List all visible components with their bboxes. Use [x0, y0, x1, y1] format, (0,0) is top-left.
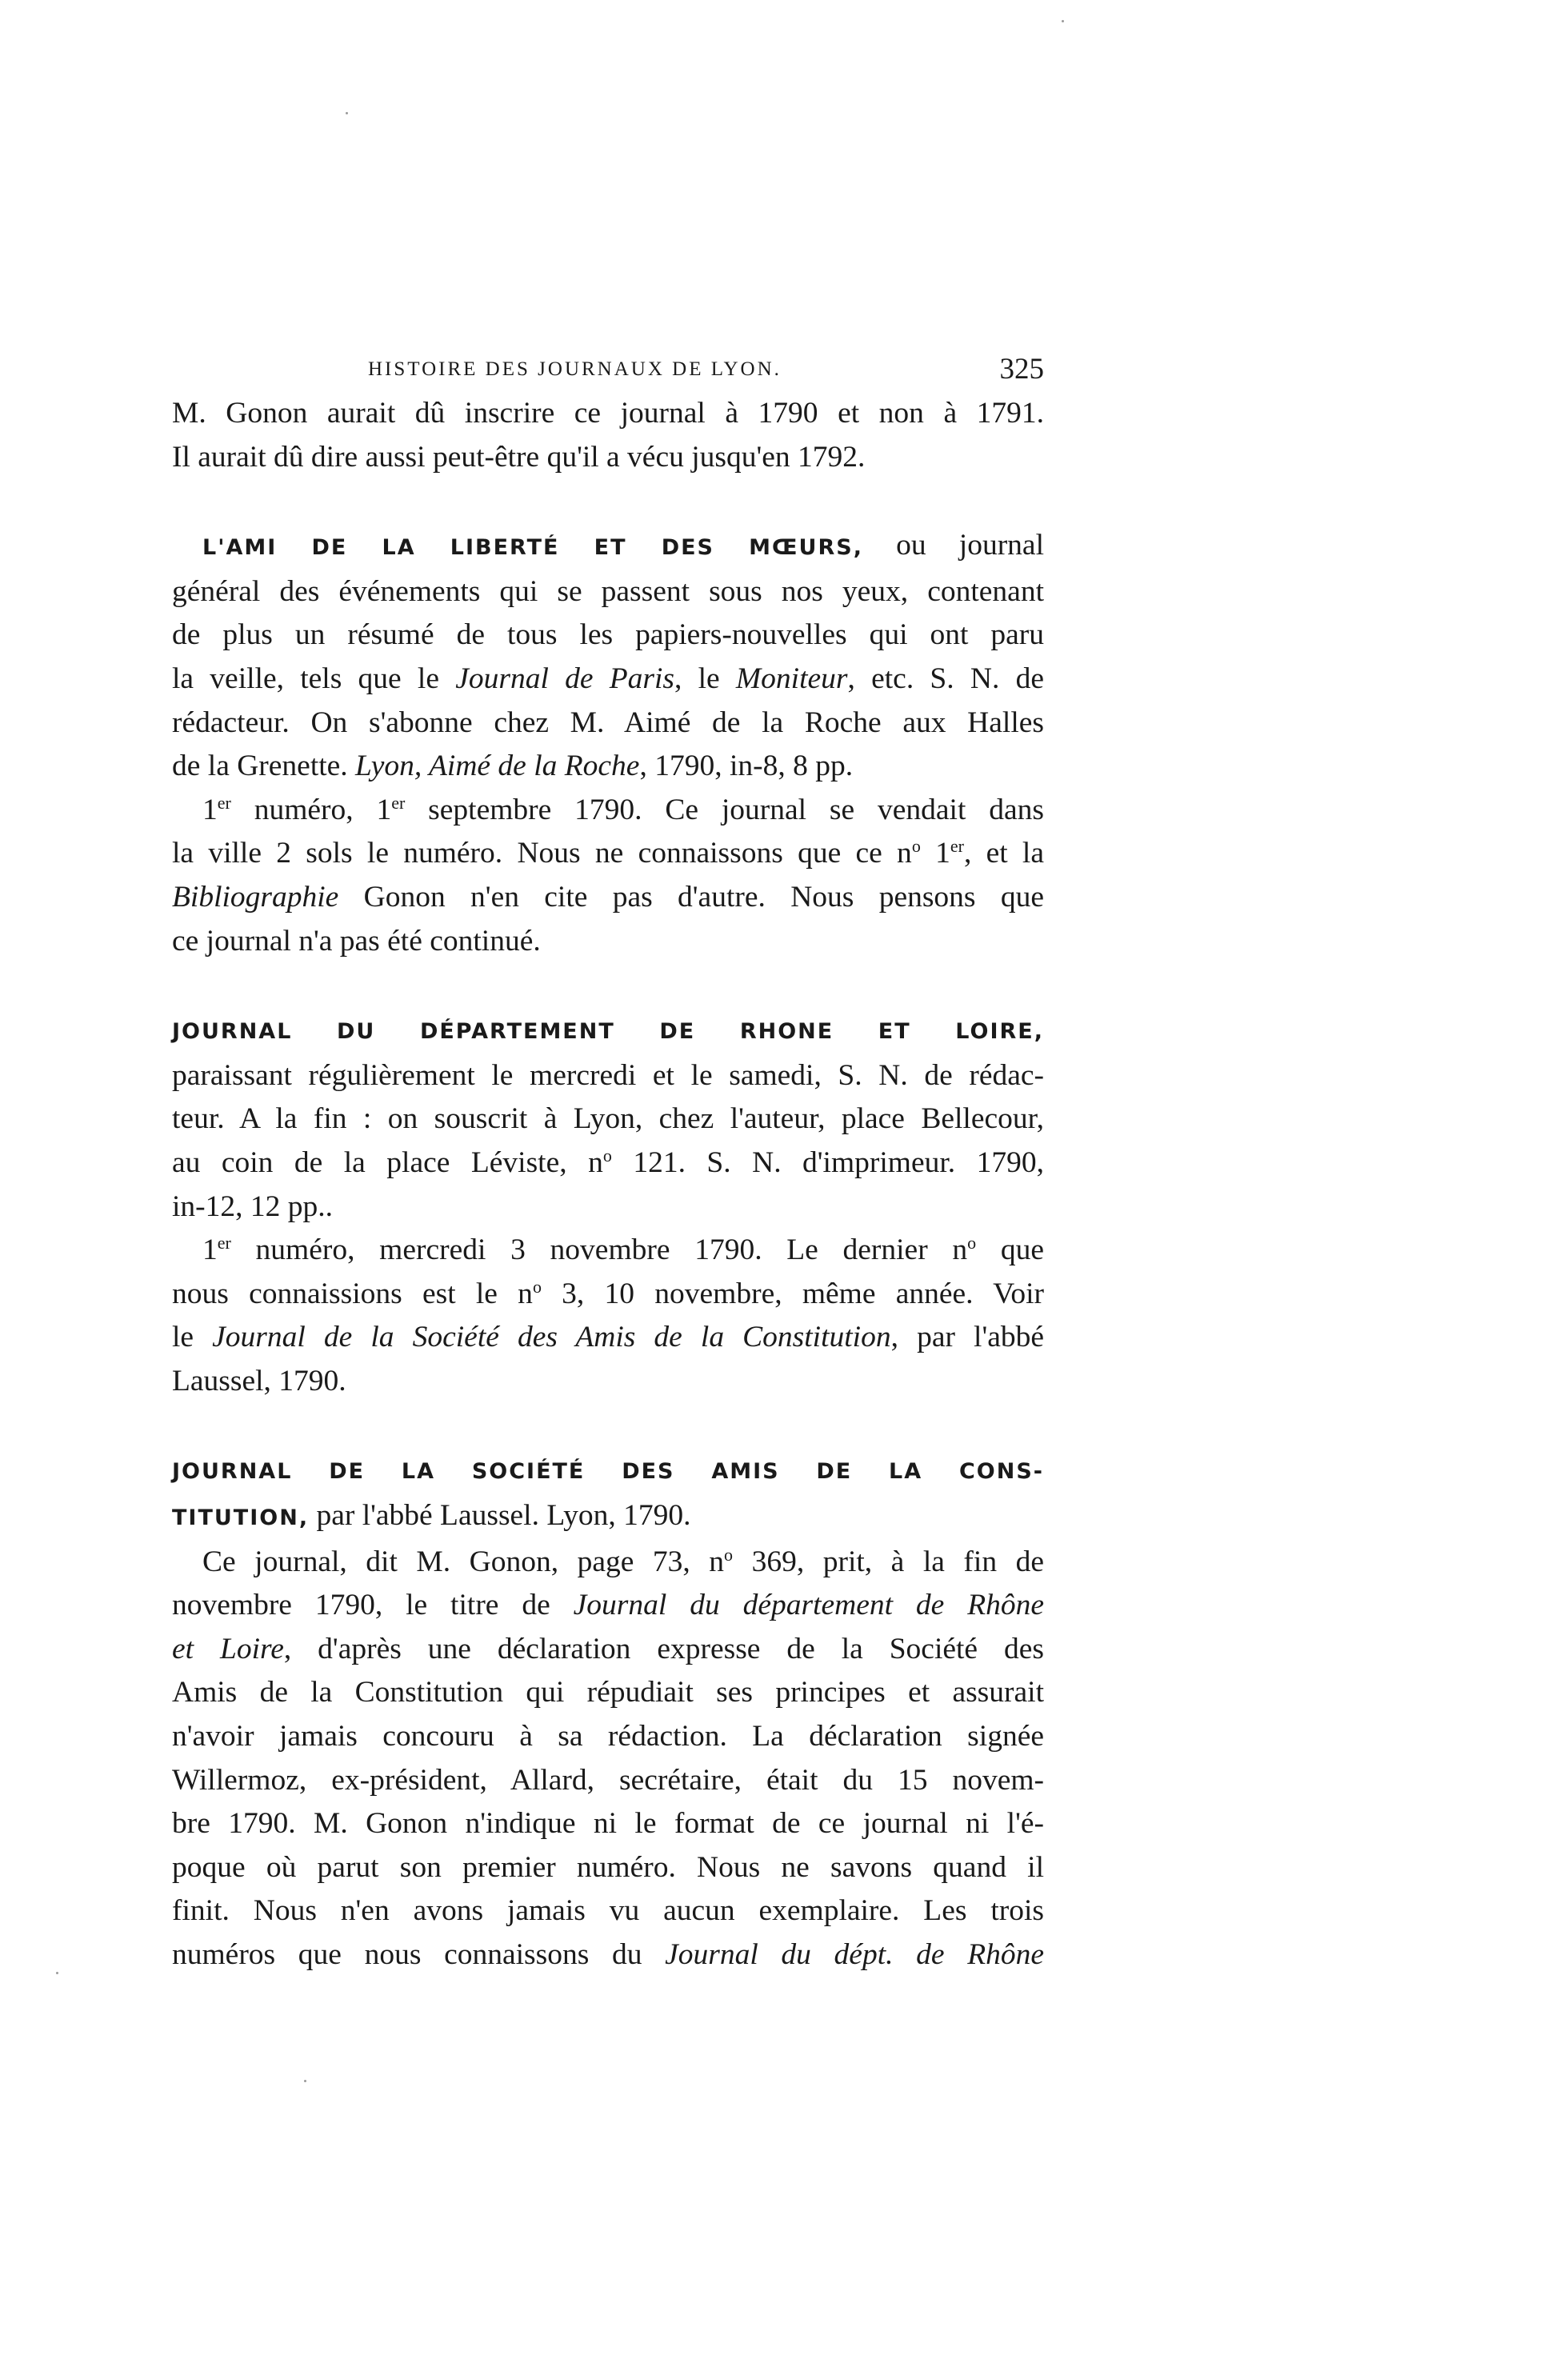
text-line [172, 1229, 1044, 1273]
italic-imprint: Lyon, Aimé de la Roche [355, 750, 640, 783]
text-run: , d'après une déclaration expresse de la Société des [283, 1632, 1044, 1665]
superscript: o [724, 1544, 734, 1565]
text-line: teur. A la fin : on souscrit à Lyon, chez l'auteur, place Bellecour, [172, 1102, 1044, 1136]
text-run: la ville 2 sols le numéro. Nous ne connaissons que ce n [172, 837, 912, 870]
text-line [172, 1448, 1044, 1494]
page-number: 325 [999, 353, 1044, 386]
text-run: au coin de la place Léviste, n [172, 1146, 603, 1179]
text-line: Laussel, 1790. [172, 1364, 346, 1397]
entry-ami-de-la-liberte [172, 524, 1044, 963]
text-run: septembre 1790. Ce journal se vendait dans [405, 793, 1044, 826]
italic-title: Bibliographie [172, 880, 339, 914]
text-run: ou journal [862, 529, 1044, 562]
superscript: o [532, 1276, 542, 1297]
text-run: , et la [963, 837, 1044, 870]
entry-title: L'AMI DE LA LIBERTÉ ET DES MŒURS, [202, 535, 863, 561]
entry-spacer [172, 1403, 1044, 1448]
superscript: er [950, 836, 964, 857]
text-line [172, 1008, 1044, 1054]
text-line: poque où parut son premier numéro. Nous ne savons quand il [172, 1850, 1044, 1884]
text-run: le [172, 1321, 213, 1354]
text-run: 369, prit, à la fin de [733, 1545, 1044, 1578]
superscript: er [217, 792, 231, 813]
paper-speck [56, 1972, 58, 1974]
text-line [172, 789, 1044, 833]
text-run: numéro, mercredi 3 novembre 1790. Le dernier n [230, 1233, 968, 1267]
text-run: Gonon n'en cite pas d'autre. Nous pensons que [338, 880, 1044, 914]
italic-title: Journal du dépt. de Rhône [665, 1938, 1044, 1971]
text-line [172, 1494, 1044, 1541]
text-run: numéros que nous connaissons du [172, 1938, 666, 1971]
italic-title: Journal de Paris [455, 662, 674, 695]
text-run: 3, 10 novembre, même année. Voir [541, 1277, 1044, 1310]
text-run: la veille, tels que le [172, 662, 456, 695]
text-line [172, 1584, 1044, 1628]
paper-speck [1062, 20, 1064, 22]
text-line: général des événements qui se passent sous nos yeux, contenant [172, 574, 1044, 608]
entry-spacer [172, 963, 1044, 1008]
text-line [172, 745, 1044, 789]
text-line: ce journal n'a pas été continué. [172, 924, 541, 958]
text-line: M. Gonon aurait dû inscrire ce journal à 1790 et non à 1791. [172, 397, 1044, 430]
text-run: Ce journal, dit M. Gonon, page 73, n [202, 1545, 725, 1578]
text-line: finit. Nous n'en avons jamais vu aucun exemplaire. Les trois [172, 1894, 1044, 1928]
entry-title: JOURNAL DE LA SOCIÉTÉ DES AMIS DE LA CONS- [172, 1459, 1044, 1485]
text-line: de plus un résumé de tous les papiers-nouvelles qui ont paru [172, 618, 1044, 652]
text-run: de la Grenette. [172, 750, 356, 783]
text-line [172, 876, 1044, 920]
superscript: er [217, 1233, 231, 1253]
entry-spacer [172, 479, 1044, 524]
entry-journal-societe [172, 1448, 1044, 1977]
text-line [172, 1628, 1044, 1672]
entry-title-continued: TITUTION, [172, 1505, 310, 1531]
text-line: n'avoir jamais concouru à sa rédaction. La déclaration signée [172, 1720, 1044, 1753]
text-line: paraissant régulièrement le mercredi et le samedi, S. N. de rédac- [172, 1058, 1044, 1092]
running-title: HISTOIRE DES JOURNAUX DE LYON. [368, 358, 782, 380]
italic-title: Journal du département de Rhône [573, 1589, 1045, 1622]
text-line [172, 1933, 1044, 1977]
text-run: par l'abbé Laussel. Lyon, 1790. [309, 1499, 691, 1533]
text-run: , le [674, 662, 736, 695]
text-line: Il aurait dû dire aussi peut-être qu'il a vécu jusqu'en 1792. [172, 440, 866, 474]
text-line [172, 658, 1044, 702]
text-line: in-12, 12 pp.. [172, 1189, 334, 1223]
paper-speck [304, 2080, 306, 2082]
text-line: bre 1790. M. Gonon n'indique ni le format de ce journal ni l'é- [172, 1807, 1044, 1841]
text-line [172, 1273, 1044, 1317]
text-block [172, 344, 1044, 1977]
paper-speck [346, 112, 348, 114]
text-line: Amis de la Constitution qui répudiait ses principes et assurait [172, 1676, 1044, 1709]
text-run: novembre 1790, le titre de [172, 1589, 574, 1622]
italic-title: Moniteur [735, 662, 848, 695]
text-line: Willermoz, ex-président, Allard, secrétaire, était du 15 novem- [172, 1763, 1044, 1797]
text-run: que [976, 1233, 1044, 1267]
continuation-paragraph [172, 392, 1044, 479]
text-line: rédacteur. On s'abonne chez M. Aimé de la Roche aux Halles [172, 706, 1044, 739]
italic-title: et Loire [172, 1632, 284, 1665]
text-line [172, 832, 1044, 876]
text-run: 121. S. N. d'imprimeur. 1790, [611, 1146, 1044, 1179]
text-line [172, 524, 1044, 570]
text-line [172, 1316, 1044, 1360]
italic-title: Journal de la Société des Amis de la Constitution [212, 1321, 891, 1354]
text-run: numéro, 1 [230, 793, 392, 826]
running-head [172, 344, 1044, 392]
text-run: , etc. S. N. de [847, 662, 1044, 695]
superscript: er [391, 792, 406, 813]
text-run: 1 [202, 793, 218, 826]
superscript: o [911, 836, 921, 857]
entry-title: JOURNAL DU DÉPARTEMENT DE RHONE ET LOIRE, [172, 1019, 1044, 1045]
text-run: 1 [202, 1233, 218, 1267]
text-run: , 1790, in-8, 8 pp. [639, 750, 854, 783]
entry-journal-departement [172, 1008, 1044, 1403]
superscript: o [602, 1145, 612, 1166]
text-run: nous connaissions est le n [172, 1277, 533, 1310]
text-line [172, 1142, 1044, 1185]
text-run: 1 [920, 837, 950, 870]
text-run: , par l'abbé [890, 1321, 1044, 1354]
superscript: o [967, 1233, 977, 1253]
text-line [172, 1541, 1044, 1585]
